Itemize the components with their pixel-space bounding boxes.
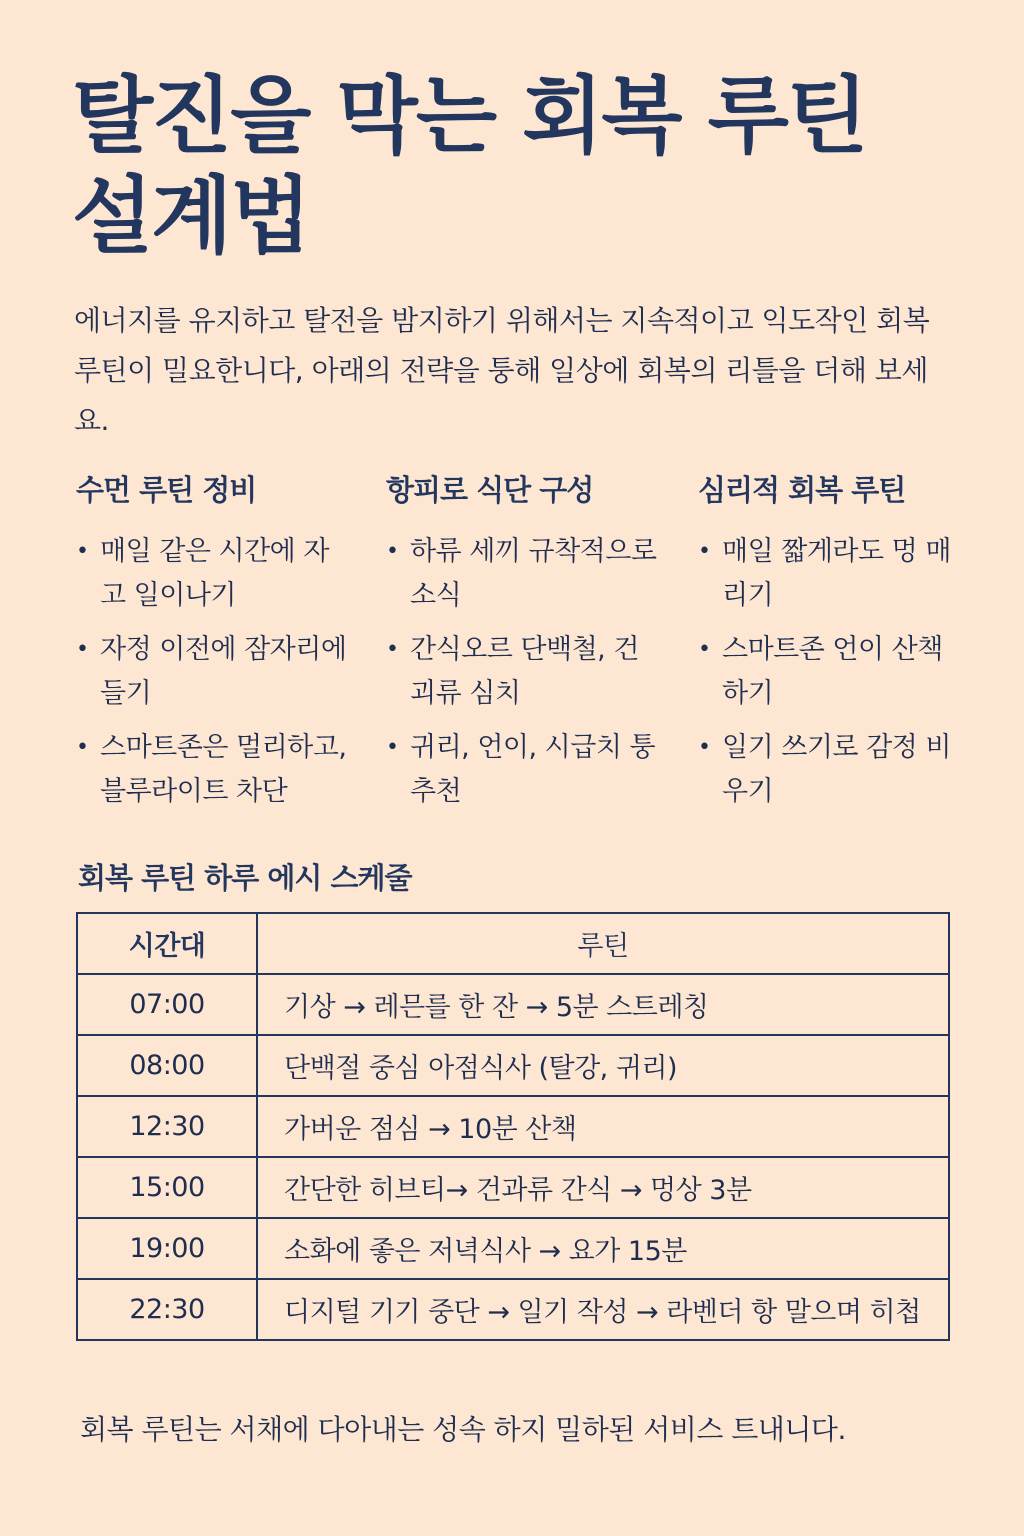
column-mental xyxy=(698,468,976,824)
cell-time: 22:30 xyxy=(77,1279,257,1340)
table-row xyxy=(77,1218,949,1279)
list-item xyxy=(698,530,976,618)
cell-time: 07:00 xyxy=(77,974,257,1035)
footer-note: 회복 루틴는 서채에 다아내는 성속 하지 밀하된 서비스 트내니다. xyxy=(80,1413,846,1446)
list-item xyxy=(76,726,354,814)
bullet-icon: • xyxy=(76,637,89,662)
bullet-icon: • xyxy=(386,735,399,760)
list-item xyxy=(698,628,976,716)
bullet-icon: • xyxy=(698,637,711,662)
list-item xyxy=(698,726,976,814)
cell-routine: 소화에 좋은 저녁식사 → 요가 15분 xyxy=(257,1218,949,1279)
title-line-1: 탈진을 막는 회복 루틴 xyxy=(72,67,867,165)
intro-paragraph: 에너지를 유지하고 탈전을 밤지하기 위해서는 지속적이고 익도작인 회복 루틴이 밀요한니다, 아래의 전략을 퉁해 일상에 회복의 리틀을 더해 보세요. xyxy=(74,304,930,437)
list-item-text: 매일 짧게라도 멍 매리기 xyxy=(722,536,951,611)
cell-routine: 단백절 중심 아점식사 (탈강, 귀리) xyxy=(257,1035,949,1096)
list-item-text: 매일 같은 시간에 자고 일이나기 xyxy=(100,536,329,611)
column-heading: 항피로 식단 구성 xyxy=(386,473,594,507)
table-row xyxy=(77,1035,949,1096)
cell-routine: 간단한 히브티→ 건과류 간식 → 멍상 3분 xyxy=(257,1157,949,1218)
cell-time: 08:00 xyxy=(77,1035,257,1096)
table-row xyxy=(77,1096,949,1157)
list-item-text: 자정 이전에 잠자리에 들기 xyxy=(100,634,347,709)
cell-time: 19:00 xyxy=(77,1218,257,1279)
schedule-title: 회복 루틴 하루 에시 스케줄 xyxy=(78,861,412,895)
strategy-columns xyxy=(76,468,966,818)
list-item-text: 스마트존 언이 산책 하기 xyxy=(722,634,943,709)
cell-time: 12:30 xyxy=(77,1096,257,1157)
bullet-icon: • xyxy=(698,539,711,564)
list-item xyxy=(386,530,664,618)
column-list xyxy=(76,530,354,814)
table-row xyxy=(77,1157,949,1218)
column-heading: 심리적 회복 루틴 xyxy=(698,473,906,507)
table-row xyxy=(77,1279,949,1340)
bullet-icon: • xyxy=(386,637,399,662)
column-sleep xyxy=(76,468,354,824)
list-item xyxy=(386,726,664,814)
list-item xyxy=(386,628,664,716)
list-item-text: 일기 쓰기로 감정 비우기 xyxy=(722,732,951,807)
page-title xyxy=(72,66,952,266)
list-item-text: 간식오르 단백철, 건 괴류 심치 xyxy=(410,634,639,709)
bullet-icon: • xyxy=(76,735,89,760)
bullet-icon: • xyxy=(698,735,711,760)
column-list xyxy=(698,530,976,814)
list-item xyxy=(76,628,354,716)
cell-routine: 디지털 기기 중단 → 일기 작성 → 라벤더 항 말으며 히첩 xyxy=(257,1279,949,1340)
header-time: 시간대 xyxy=(77,913,257,974)
list-item-text: 귀리, 언이, 시급치 퉁 추천 xyxy=(410,732,656,807)
bullet-icon: • xyxy=(76,539,89,564)
bullet-icon: • xyxy=(386,539,399,564)
list-item xyxy=(76,530,354,618)
column-list xyxy=(386,530,664,814)
column-diet xyxy=(386,468,664,824)
table-row xyxy=(77,974,949,1035)
cell-routine: 가버운 점심 → 10분 산책 xyxy=(257,1096,949,1157)
schedule-table xyxy=(76,912,950,1341)
list-item-text: 하류 세끼 규착적으로 소식 xyxy=(410,536,657,611)
cell-routine: 기상 → 레믄를 한 잔 → 5분 스트레칭 xyxy=(257,974,949,1035)
cell-time: 15:00 xyxy=(77,1157,257,1218)
title-line-2: 설계법 xyxy=(72,167,310,265)
list-item-text: 스마트존은 멀리하고, 블루라이트 차단 xyxy=(100,732,347,807)
table-header-row xyxy=(77,913,949,974)
column-heading: 수먼 루틴 정비 xyxy=(76,473,257,507)
header-routine: 루틴 xyxy=(257,913,949,974)
